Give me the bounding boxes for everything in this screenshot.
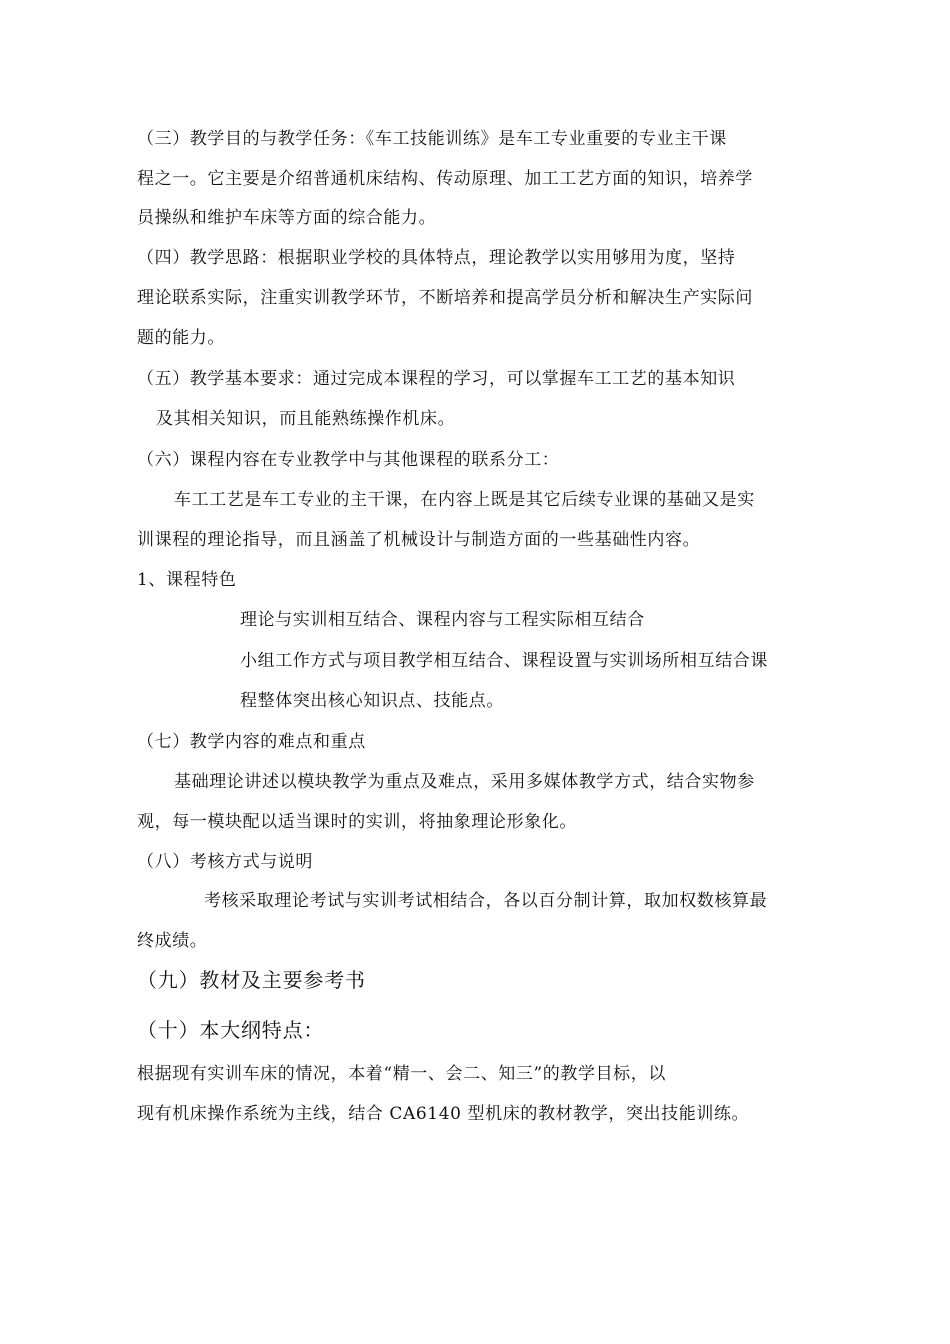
section-10-line-1: 根据现有实训车床的情况，本着“精一、会二、知三”的教学目标，以	[137, 1064, 666, 1084]
section-9-heading: （九）教材及主要参考书	[137, 968, 366, 992]
features-line-2: 小组工作方式与项目教学相互结合、课程设置与实训场所相互结合课	[240, 651, 768, 671]
section-6-line-2: 训课程的理论指导，而且涵盖了机械设计与制造方面的一些基础性内容。	[137, 530, 701, 550]
section-6-line-1: 车工工艺是车工专业的主干课，在内容上既是其它后续专业课的基础又是实	[174, 490, 755, 510]
section-5-line-2: 及其相关知识，而且能熟练操作机床。	[156, 409, 456, 429]
section-7-heading: （七）教学内容的难点和重点	[137, 732, 366, 752]
section-10-heading: （十）本大纲特点：	[137, 1018, 325, 1042]
section-3-line-1: （三）教学目的与教学任务：《车工技能训练》是车工专业重要的专业主干课	[137, 129, 727, 149]
section-4-line-1: （四）教学思路：根据职业学校的具体特点，理论教学以实用够用为度，坚持	[137, 248, 736, 268]
section-4-line-3: 题的能力。	[137, 328, 225, 348]
section-4-line-2: 理论联系实际，注重实训教学环节，不断培养和提高学员分析和解决生产实际问	[137, 288, 753, 308]
section-3-line-3: 员操纵和维护车床等方面的综合能力。	[137, 208, 437, 228]
section-10-line-2: 现有机床操作系统为主线，结合 CA6140 型机床的教材教学，突出技能训练。	[137, 1104, 750, 1124]
section-8-heading: （八）考核方式与说明	[137, 852, 313, 872]
section-6-heading: （六）课程内容在专业教学中与其他课程的联系分工：	[137, 450, 560, 470]
features-line-3: 程整体突出核心知识点、技能点。	[240, 691, 504, 711]
features-line-1: 理论与实训相互结合、课程内容与工程实际相互结合	[240, 610, 645, 630]
section-7-line-2: 观，每一模块配以适当课时的实训，将抽象理论形象化。	[137, 812, 577, 832]
section-3-line-2: 程之一。它主要是介绍普通机床结构、传动原理、加工工艺方面的知识，培养学	[137, 169, 753, 189]
section-8-line-1: 考核采取理论考试与实训考试相结合，各以百分制计算，取加权数核算最	[204, 891, 768, 911]
section-7-line-1: 基础理论讲述以模块教学为重点及难点，采用多媒体教学方式，结合实物参	[174, 772, 755, 792]
features-heading: 1、课程特色	[137, 570, 237, 590]
section-8-line-2: 终成绩。	[137, 931, 208, 951]
section-5-line-1: （五）教学基本要求：通过完成本课程的学习，可以掌握车工工艺的基本知识	[137, 369, 736, 389]
